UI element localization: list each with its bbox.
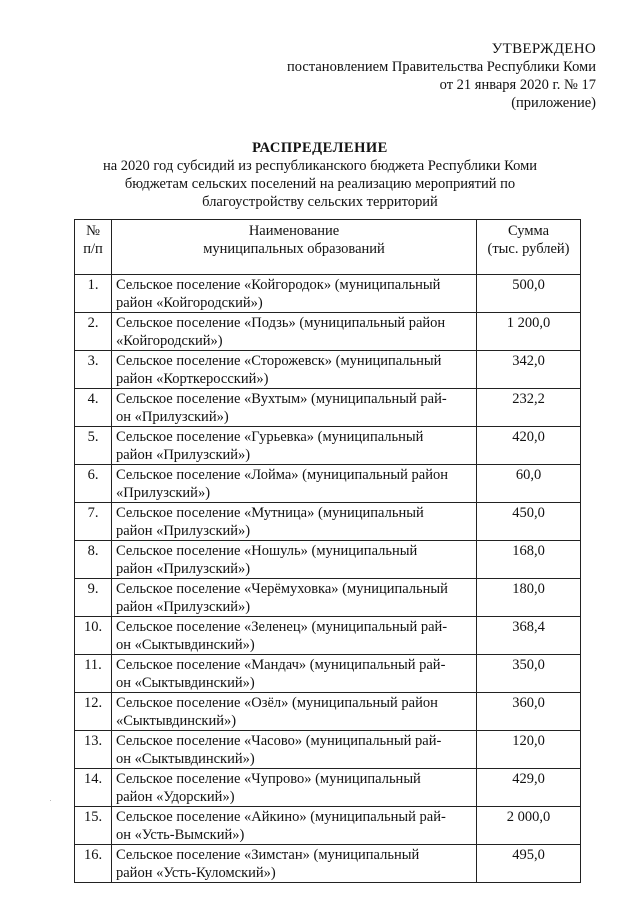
table-row: [75, 541, 581, 579]
row-name-line2: район «Усть-Куломский»): [116, 865, 276, 881]
subsidy-table: [74, 219, 581, 883]
row-name-line1: Сельское поселение «Озёл» (муниципальный район: [116, 695, 438, 711]
row-number: 9.: [75, 579, 112, 617]
row-sum: 429,0: [477, 769, 581, 807]
row-sum: 368,4: [477, 617, 581, 655]
row-name: [112, 427, 477, 465]
row-name-line2: он «Сыктывдинский»): [116, 675, 255, 691]
table-row: [75, 275, 581, 313]
row-number: 6.: [75, 465, 112, 503]
row-name-line2: район «Удорский»): [116, 789, 235, 805]
table-header-row: [75, 220, 581, 275]
row-number: 8.: [75, 541, 112, 579]
table-row: [75, 351, 581, 389]
row-name-line1: Сельское поселение «Черёмуховка» (муниципальный: [116, 581, 448, 597]
row-sum: 1 200,0: [477, 313, 581, 351]
table-row: [75, 807, 581, 845]
row-sum: 350,0: [477, 655, 581, 693]
table-row: [75, 693, 581, 731]
row-name-line1: Сельское поселение «Подзь» (муниципальный район: [116, 315, 446, 331]
row-name-line2: район «Прилузский»): [116, 599, 251, 615]
row-sum: 420,0: [477, 427, 581, 465]
row-name-line1: Сельское поселение «Лойма» (муниципальный район: [116, 467, 448, 483]
row-name-line1: Сельское поселение «Гурьевка» (муниципальный: [116, 429, 424, 445]
row-name: [112, 579, 477, 617]
row-name: [112, 541, 477, 579]
approval-resolution: постановлением Правительства Республики Коми: [287, 59, 596, 75]
row-name-line2: «Койгородский»): [116, 333, 223, 349]
table-row: [75, 465, 581, 503]
row-name: [112, 465, 477, 503]
row-name: [112, 389, 477, 427]
table-body: [75, 275, 581, 883]
row-number: 16.: [75, 845, 112, 883]
row-sum: 500,0: [477, 275, 581, 313]
row-name-line1: Сельское поселение «Койгородок» (муниципальный: [116, 277, 441, 293]
header-number: [75, 220, 112, 275]
header-number-line1: №: [86, 223, 100, 239]
row-name: [112, 769, 477, 807]
document-subtitle-line2: бюджетам сельских поселений на реализацию мероприятий по: [124, 176, 516, 192]
table-row: [75, 655, 581, 693]
row-sum: 450,0: [477, 503, 581, 541]
document-subtitle-line1: на 2020 год субсидий из республиканского бюджета Республики Коми: [102, 158, 538, 174]
table-row: [75, 427, 581, 465]
header-sum: [477, 220, 581, 275]
row-name-line2: он «Сыктывдинский»): [116, 751, 255, 767]
row-number: 4.: [75, 389, 112, 427]
table-row: [75, 845, 581, 883]
table-row: [75, 389, 581, 427]
row-name: [112, 693, 477, 731]
header-sum-line1: Сумма: [507, 223, 550, 239]
table-row: [75, 617, 581, 655]
row-sum: 342,0: [477, 351, 581, 389]
approval-block: [287, 40, 596, 112]
document-title: РАСПРЕДЕЛЕНИЕ: [252, 140, 388, 156]
header-sum-line2: (тыс. рублей): [487, 241, 570, 257]
row-name: [112, 275, 477, 313]
row-number: 14.: [75, 769, 112, 807]
row-name: [112, 503, 477, 541]
row-number: 3.: [75, 351, 112, 389]
row-name-line1: Сельское поселение «Зимстан» (муниципальный: [116, 847, 420, 863]
row-name-line1: Сельское поселение «Айкино» (муниципальный рай-: [116, 809, 446, 825]
row-name-line1: Сельское поселение «Мутница» (муниципальный: [116, 505, 424, 521]
row-sum: 120,0: [477, 731, 581, 769]
row-name-line2: район «Прилузский»): [116, 447, 251, 463]
header-name: [112, 220, 477, 275]
row-name-line2: он «Прилузский»): [116, 409, 229, 425]
row-sum: 180,0: [477, 579, 581, 617]
table-row: [75, 313, 581, 351]
row-number: 11.: [75, 655, 112, 693]
row-sum: 2 000,0: [477, 807, 581, 845]
document-heading: [60, 139, 580, 211]
approval-appendix: (приложение): [511, 95, 596, 111]
header-name-line2: муниципальных образований: [203, 241, 385, 257]
approval-stamp: УТВЕРЖДЕНО: [491, 41, 596, 57]
row-name: [112, 313, 477, 351]
row-sum: 168,0: [477, 541, 581, 579]
document-subtitle-line3: благоустройству сельских территорий: [202, 194, 438, 210]
row-name-line2: «Прилузский»): [116, 485, 211, 501]
table-row: [75, 769, 581, 807]
row-name-line1: Сельское поселение «Часово» (муниципальный рай-: [116, 733, 442, 749]
table-row: [75, 579, 581, 617]
row-name-line2: он «Сыктывдинский»): [116, 637, 255, 653]
row-name: [112, 807, 477, 845]
row-name-line1: Сельское поселение «Чупрово» (муниципальный: [116, 771, 421, 787]
row-sum: 360,0: [477, 693, 581, 731]
header-name-line1: Наименование: [248, 223, 340, 239]
row-sum: 495,0: [477, 845, 581, 883]
row-number: 2.: [75, 313, 112, 351]
row-number: 12.: [75, 693, 112, 731]
row-name-line2: район «Прилузский»): [116, 523, 251, 539]
row-name-line2: «Сыктывдинский»): [116, 713, 237, 729]
row-name-line1: Сельское поселение «Мандач» (муниципальный рай-: [116, 657, 446, 673]
row-number: 5.: [75, 427, 112, 465]
header-number-line2: п/п: [83, 241, 103, 257]
table-row: [75, 731, 581, 769]
row-name: [112, 655, 477, 693]
row-name-line2: район «Прилузский»): [116, 561, 251, 577]
row-number: 1.: [75, 275, 112, 313]
row-sum: 232,2: [477, 389, 581, 427]
row-name-line1: Сельское поселение «Ношуль» (муниципальный: [116, 543, 418, 559]
row-name: [112, 617, 477, 655]
row-name-line1: Сельское поселение «Сторожевск» (муниципальный: [116, 353, 442, 369]
scan-speck: [50, 800, 51, 801]
row-name: [112, 731, 477, 769]
row-sum: 60,0: [477, 465, 581, 503]
row-name: [112, 845, 477, 883]
row-name-line2: район «Койгородский»): [116, 295, 263, 311]
row-number: 13.: [75, 731, 112, 769]
row-number: 7.: [75, 503, 112, 541]
approval-date: от 21 января 2020 г. № 17: [439, 77, 596, 93]
row-name: [112, 351, 477, 389]
row-number: 15.: [75, 807, 112, 845]
row-name-line1: Сельское поселение «Вухтым» (муниципальный рай-: [116, 391, 447, 407]
row-name-line2: район «Корткеросский»): [116, 371, 269, 387]
table-row: [75, 503, 581, 541]
row-name-line1: Сельское поселение «Зеленец» (муниципальный рай-: [116, 619, 448, 635]
row-number: 10.: [75, 617, 112, 655]
row-name-line2: он «Усть-Вымский»): [116, 827, 245, 843]
